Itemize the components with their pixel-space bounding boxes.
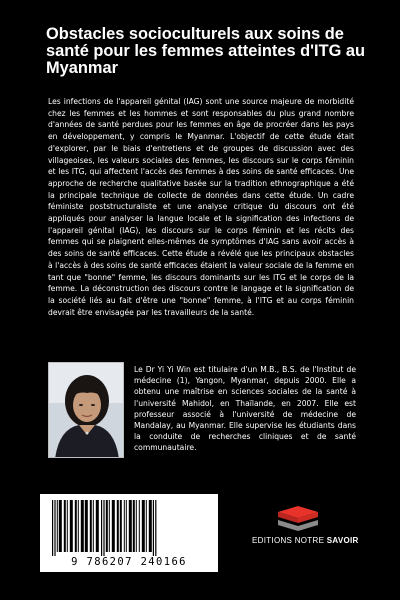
- barcode-bar: [155, 500, 156, 556]
- barcode-bar: [109, 500, 110, 552]
- barcode-bar: [59, 500, 62, 552]
- isbn-number: 9 786207 240166: [71, 556, 187, 568]
- barcode-bar: [139, 500, 140, 552]
- barcode-bar: [117, 500, 119, 552]
- barcode-bar: [90, 500, 92, 552]
- barcode-bar: [124, 500, 125, 552]
- book-abstract: Les infections de l'appareil génital (IAG) sont une source majeure de morbidité chez les femmes et les hommes et sont responsables du plus grand nombre d'années de santé perdues pour les femmes en âge de procréer dans les pays en développement, y compris le Myanmar. L'objectif de cette étude était d'explorer, par le biais d'entretiens et de groupes de discussion avec des villageoises, les valeurs sociales des femmes, les discours sur le corps féminin et les ITG, qui affectent l'accès des femmes à des soins de santé efficaces. Une approche de recherche qualitative basée sur la tradition ethnographique a été la principale technique de collecte de données dans cette étude. Un cadre féministe poststructuraliste et une analyse critique du discours ont été appliqués pour analyser la langue locale et la signification des infections de l'appareil génital (IAG), les discours sur le corps féminin et les récits des femmes qui se plaignent elles-mêmes de symptômes d'IAG sans avoir accès à des soins de santé efficaces. Cette étude a révélé que les principaux obstacles à l'accès à des soins de santé efficaces étaient la valeur sociale de la femme en tant que "bonne" femme, les discours dominants sur les ITG et le corps de la femme. La déconstruction des discours contre le langage et la signification de la société liés au fait d'être une "bonne" femme, à l'ITG et au corps féminin devrait être envisagée par les travailleurs de la santé.: [48, 97, 354, 317]
- barcode-bar: [129, 500, 132, 552]
- barcode-bar: [78, 500, 79, 552]
- book-title: Obstacles socioculturels aux soins de santé pour les femmes atteintes d'ITG au Myanmar: [46, 25, 366, 77]
- barcode-bar: [64, 500, 66, 552]
- barcode-bar: [57, 500, 58, 552]
- barcode-bar: [93, 500, 94, 552]
- barcode-bar: [126, 500, 127, 552]
- barcode-bar: [70, 500, 73, 552]
- barcode-bar: [81, 500, 84, 552]
- barcode-bar: [112, 500, 115, 552]
- publisher-logo-icon: [248, 498, 348, 558]
- barcode-bar: [136, 500, 137, 552]
- author-bio: Le Dr Yi Yi Win est titulaire d'un M.B., B.S. de l'Institut de médecine (1), Yangon, Myanmar, depuis 2000. Elle a obtenu une maîtrise en sciences sociales de la santé à l'université Mahidol, en Thaïlande, en 2007. Elle est professeur associé à l'université de médecine de Mandalay, au Myanmar. Elle supervise les étudiants dans la conduite de recherches cliniques et de santé communautaire.: [134, 365, 356, 453]
- author-photo: [48, 362, 124, 458]
- barcode-bar: [146, 500, 147, 552]
- barcode-bar: [67, 500, 68, 552]
- publisher-prefix: EDITIONS NOTRE: [252, 536, 325, 545]
- barcode-bar: [96, 500, 99, 552]
- isbn-barcode: [40, 494, 218, 572]
- barcode-icon: [50, 500, 208, 556]
- author-portrait-icon: [49, 363, 124, 458]
- barcode-bar: [75, 500, 77, 552]
- barcode-bar: [133, 500, 135, 552]
- barcode-bar: [149, 500, 152, 552]
- barcode-bar: [52, 500, 53, 556]
- barcode-bar: [103, 500, 104, 556]
- barcode-bar: [54, 500, 55, 556]
- barcode-bar: [120, 500, 122, 552]
- barcode-bar: [101, 500, 102, 556]
- barcode-bar: [142, 500, 145, 552]
- barcode-bar: [153, 500, 154, 556]
- barcode-bar: [85, 500, 88, 552]
- publisher-brand: SAVOIR: [326, 536, 359, 545]
- publisher-name: [252, 536, 359, 545]
- barcode-bar: [106, 500, 108, 552]
